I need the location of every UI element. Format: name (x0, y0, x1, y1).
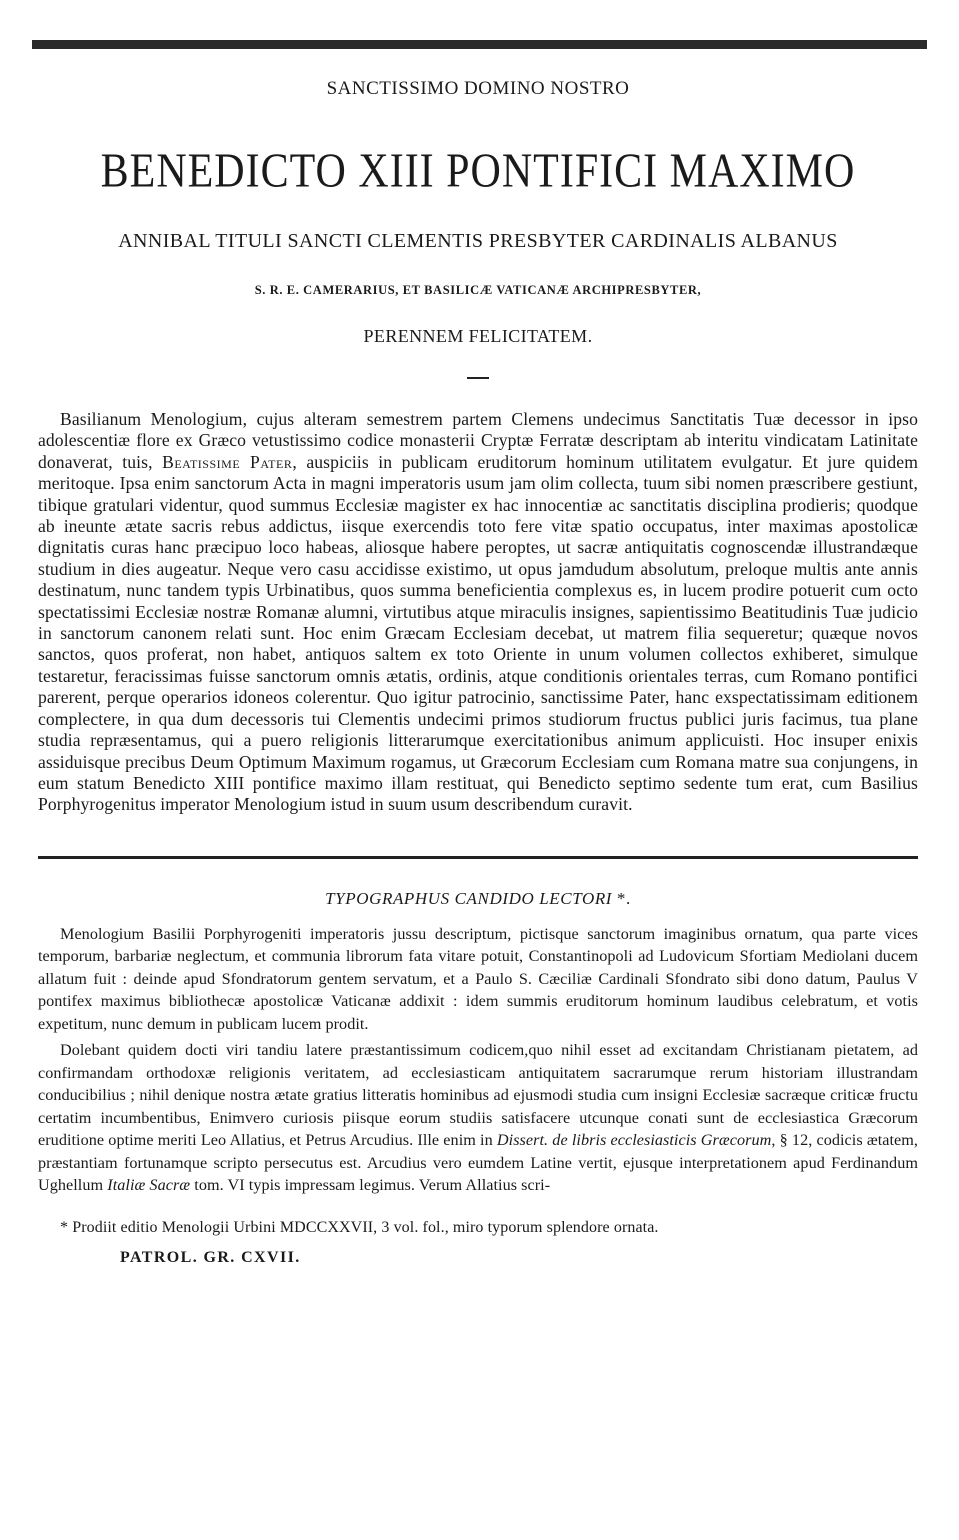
dedication-author: ANNIBAL TITULI SANCTI CLEMENTIS PRESBYTER CARDINALIS ALBANUS (118, 230, 838, 252)
footnote: * Prodiit editio Menologii Urbini MDCCXXVII, 3 vol. fol., miro typorum splendore ornata. (60, 1218, 659, 1236)
letter-address: Beatissime Pater (162, 451, 293, 472)
footnote-marker: *. (612, 888, 631, 908)
dedicatory-letter (38, 409, 918, 816)
dedication-offices: S. R. E. CAMERARIUS, ET BASILICÆ VATICANÆ ARCHIPRESBYTER, (254, 283, 702, 297)
letter-text-part1: Basilianum Menologium, cujus alteram semestrem partem Clemens undecimus Sanctitatis Tuæ decessor in ipso adolescentiæ flore ex Græco vetustissimo codice monasterii Cryptæ Ferratæ descriptam ab interitu vindicatam Latinitate donaverat, tuis, (38, 409, 918, 472)
dedication-addressee: SANCTISSIMO DOMINO NOSTRO (326, 78, 630, 99)
cited-work-italia-sacra: Italiæ Sacræ (107, 1176, 191, 1195)
notice-para2-text-a: Dolebant quidem docti viri tandiu latere præstantissimum codicem,quo nihil esset ad excitandam Christianam pietatem, ad confirmandam orthodoxæ religionis veritatem, ad ecclesiasticam antiquitatem sacrarumque rerum historiam illustrandam conducibilius ; nihil denique nostra ætate gratius litteratis hominibus ad ejusmodi studia cum insigni Ecclesiæ sacræque criticæ fructu certatim incumbentibus, Enimvero curiosis piisque eorum studiis satisfacere utcunque conati sunt de ecclesiastica Græcorum eruditione optime meriti Leo Allatius, et Petrus Arcudius. Ille enim in (38, 1041, 918, 1150)
cited-work-dissertation: Dissert. de libris ecclesiasticis Græcorum (496, 1131, 772, 1150)
notice-para2-text-c: tom. VI typis impressam legimus. Verum Allatius scri- (194, 1176, 551, 1195)
notice-para2-text-b: , § 12, codicis ætatem, præstantiam fortunamque scripto persecutus est. Arcudius vero eumdem Latine vertit, ejusque interpretationem apud Ferdinandum Ughellum (38, 1131, 918, 1195)
notice-paragraph-2 (38, 1039, 918, 1197)
dedication-greeting: PERENNEM FELICITATEM. (363, 326, 593, 346)
dedication-title: BENEDICTO XIII PONTIFICI MAXIMO (100, 145, 856, 199)
notice-paragraph-1: Menologium Basilii Porphyrogeniti imperatoris jussu descriptum, pictisque sanctorum imaginibus ornatum, qua parte vices temporum, barbariæ neglectum, et communia librorum fata vitare potuit, Constantinopoli ad Ludovicum Sfortiam Mediolani ducem allatum fuit : deinde apud Sfondratorum gentem servatum, et a Paulo S. Cæciliæ Cardinali Sfondrato sibi dono datum, Paulus V pontifex maximus bibliothecæ apostolicæ Vaticanæ addixit : idem summis eruditorum hominum laudibus celebratum, et votis expetitum, nunc demum in publicam lucem prodit. (38, 924, 918, 1033)
page-content (38, 78, 918, 1267)
top-border-rule (32, 40, 927, 49)
notice-heading (38, 889, 918, 909)
letter-text-part2: , auspiciis in publicam eruditorum hominum utilitatem evulgatur. Et jure quidem meritoque. Ipsa enim sanctorum Acta in magni imperatoris usum jam olim collecta, tuum sibi nomen præscribere gestiunt, tibique gratulari videntur, quod summus Ecclesiæ magister ex hac innocentiæ ac sanctitatis disciplina prodieris; quodque ab ineunte ætate sacris rebus addictus, iisque exercendis toto fere vitæ spatio occupatus, inter maximas apostolicæ dignitatis curas hanc præcipuo loco habeas, aliosque habere peroptes, ut sacræ antiquitatis cognoscendæ illustrandæque studium in dies augeatur. Neque vero casu accidisse existimo, ut opus jamdudum absolutum, preloque multis ante annis destinatum, nunc tandem typis Urbinatibus, quos summa beneficientia complexus es, in lucem prodire potuerit cum octo spectatissimi Ecclesiæ nostræ Romanæ alumni, virtutibus atque miraculis insignes, sapientissimo Beatitudinis Tuæ judicio in sanctorum canonem relati sunt. Hoc enim Græcam Ecclesiam decebat, ut matrem filia sequeretur; quæque novos sanctos, quos proferat, non habet, antiquos saltem ex toto Oriente in unum volumen collectos exhiberet, simulque testaretur, feracissimas fuisse sanctorum omnis ætatis, ordinis, atque conditionis orientales terras, cum Romano pontifici parerent, perque operarios idoneos colerentur. Quo igitur patrocinio, sanctissime Pater, hanc exspectatissimam editionem complectere, in qua dum decessoris tui Clementis undecimi primos studiorum fructus publici juris facimus, tua plane studia repræsentamus, qui a puero religionis litterarumque exercitationibus animum applicuisti. Hoc insuper enixis assiduisque precibus Deum Optimum Maximum rogamus, ut Græcorum Ecclesiam cum Romana matre sua conjungens, in eum statum Benedicto XIII pontifice maximo illam restituat, qui Benedicto septimo sedente tum erat, cum Basilius Porphyrogenitus imperator Menologium istud in suum usum describendum curavit. (38, 451, 919, 815)
short-dash-divider (467, 377, 489, 379)
volume-signature: PATROL. GR. CXVII. (120, 1248, 301, 1266)
section-separator-rule (38, 856, 918, 859)
notice-heading-text: TYPOGRAPHUS CANDIDO LECTORI (325, 888, 613, 908)
